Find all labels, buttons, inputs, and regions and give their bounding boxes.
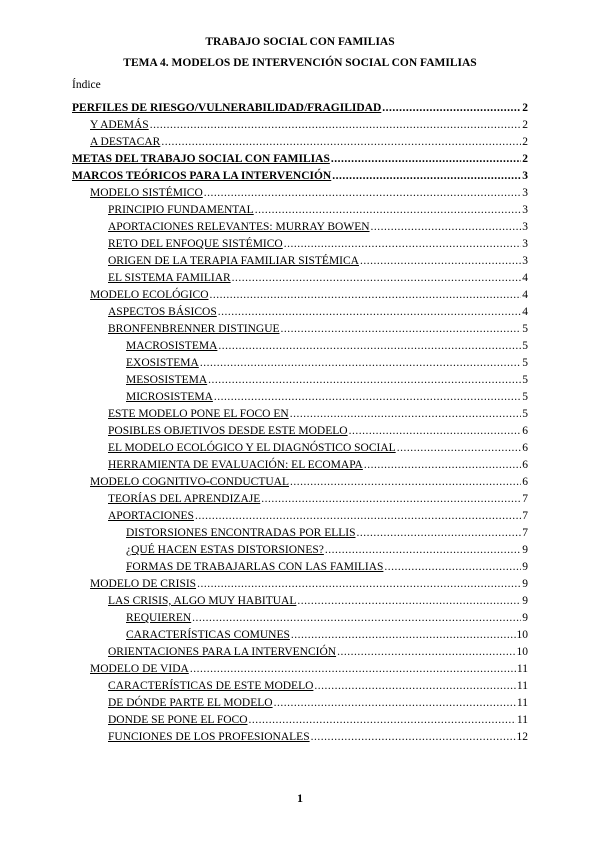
toc-entry-title[interactable]: MESOSISTEMA (126, 374, 208, 386)
toc-dot-leader (208, 372, 521, 389)
toc-dot-leader (337, 644, 515, 661)
toc-entry-page: 6 (522, 476, 528, 488)
toc-entry[interactable] (72, 559, 528, 576)
toc-entry[interactable] (72, 678, 528, 695)
toc-entry[interactable] (72, 321, 528, 338)
toc-entry-title[interactable]: MARCOS TEÓRICOS PARA LA INTERVENCIÓN (72, 170, 332, 182)
toc-entry[interactable] (72, 525, 528, 542)
toc-dot-leader (357, 525, 522, 542)
toc-entry-page: 5 (522, 408, 528, 420)
toc-dot-leader (331, 151, 521, 168)
toc-entry-page: 3 (522, 221, 528, 233)
toc-entry-title[interactable]: FUNCIONES DE LOS PROFESIONALES (108, 731, 310, 743)
toc-dot-leader (384, 559, 521, 576)
toc-dot-leader (249, 712, 516, 729)
toc-entry[interactable] (72, 508, 528, 525)
toc-dot-leader (297, 593, 521, 610)
toc-entry-title[interactable]: APORTACIONES RELEVANTES: MURRAY BOWEN (108, 221, 370, 233)
toc-entry-title[interactable]: DE DÓNDE PARTE EL MODELO (108, 697, 273, 709)
toc-entry-page: 4 (522, 306, 528, 318)
toc-entry-title[interactable]: MACROSISTEMA (126, 340, 218, 352)
toc-entry[interactable] (72, 627, 528, 644)
toc-entry[interactable] (72, 355, 528, 372)
toc-entry-title[interactable]: TEORÍAS DEL APRENDIZAJE (108, 493, 261, 505)
page-number: 1 (297, 791, 303, 805)
toc-entry-title[interactable]: A DESTACAR (90, 136, 161, 148)
toc-entry[interactable] (72, 457, 528, 474)
index-heading: Índice (72, 79, 101, 91)
toc-entry[interactable] (72, 168, 528, 185)
toc-entry[interactable] (72, 338, 528, 355)
toc-entry-page: 3 (522, 238, 528, 250)
toc-entry-page: 2 (522, 136, 528, 148)
toc-entry[interactable] (72, 644, 528, 661)
toc-entry-page: 9 (522, 561, 528, 573)
toc-entry[interactable] (72, 729, 528, 746)
toc-entry-page: 9 (522, 578, 528, 590)
toc-entry[interactable] (72, 117, 528, 134)
toc-entry-page: 9 (522, 612, 528, 624)
toc-entry-page: 5 (522, 340, 528, 352)
toc-dot-leader (218, 304, 521, 321)
table-of-contents (72, 100, 528, 746)
toc-entry-title[interactable]: MODELO ECOLÓGICO (90, 289, 209, 301)
toc-dot-leader (197, 576, 521, 593)
toc-entry[interactable] (72, 151, 528, 168)
toc-entry-title[interactable]: CARACTERÍSTICAS DE ESTE MODELO (108, 680, 314, 692)
toc-entry-title[interactable]: METAS DEL TRABAJO SOCIAL CON FAMILIAS (72, 153, 330, 165)
toc-dot-leader (204, 185, 521, 202)
toc-entry[interactable] (72, 491, 528, 508)
toc-dot-leader (290, 406, 522, 423)
toc-entry[interactable] (72, 253, 528, 270)
toc-entry-title[interactable]: POSIBLES OBJETIVOS DESDE ESTE MODELO (108, 425, 348, 437)
toc-dot-leader (190, 661, 516, 678)
toc-dot-leader (360, 253, 521, 270)
toc-entry-title[interactable]: MICROSISTEMA (126, 391, 213, 403)
toc-entry-page: 4 (522, 289, 528, 301)
toc-dot-leader (325, 542, 521, 559)
toc-entry-page: 5 (522, 357, 528, 369)
toc-entry-title[interactable]: ORIENTACIONES PARA LA INTERVENCIÓN (108, 646, 337, 658)
toc-entry-page: 11 (516, 697, 528, 709)
toc-entry-page: 6 (522, 442, 528, 454)
toc-entry-page: 3 (522, 187, 528, 199)
toc-dot-leader (255, 202, 522, 219)
toc-entry-title[interactable]: MODELO SISTÉMICO (90, 187, 203, 199)
toc-dot-leader (218, 338, 521, 355)
toc-entry-title[interactable]: BRONFENBRENNER DISTINGUE (108, 323, 280, 335)
toc-dot-leader (349, 423, 522, 440)
toc-entry-title[interactable]: MODELO COGNITIVO-CONDUCTUAL (90, 476, 289, 488)
toc-entry-page: 2 (522, 102, 528, 114)
toc-entry-title[interactable]: ORIGEN DE LA TERAPIA FAMILIAR SISTÉMICA (108, 255, 359, 267)
toc-dot-leader (150, 117, 522, 134)
toc-entry-title[interactable]: DISTORSIONES ENCONTRADAS POR ELLIS (126, 527, 356, 539)
toc-entry-page: 10 (516, 629, 528, 641)
toc-entry-title[interactable]: PERFILES DE RIESGO/VULNERABILIDAD/FRAGILIDAD (72, 102, 382, 114)
toc-dot-leader (382, 100, 521, 117)
toc-entry[interactable] (72, 593, 528, 610)
toc-entry-title[interactable]: APORTACIONES (108, 510, 194, 522)
toc-entry-page: 9 (522, 544, 528, 556)
toc-entry-title[interactable]: HERRAMIENTA DE EVALUACIÓN: EL ECOMAPA (108, 459, 363, 471)
toc-entry-page: 11 (516, 680, 528, 692)
toc-entry[interactable] (72, 236, 528, 253)
toc-entry[interactable] (72, 423, 528, 440)
toc-dot-leader (371, 219, 522, 236)
toc-entry-title[interactable]: LAS CRISIS, ALGO MUY HABITUAL (108, 595, 297, 607)
toc-entry-title[interactable]: DONDE SE PONE EL FOCO (108, 714, 248, 726)
toc-entry-title[interactable]: RETO DEL ENFOQUE SISTÉMICO (108, 238, 283, 250)
toc-entry[interactable] (72, 287, 528, 304)
toc-entry-page: 10 (516, 646, 528, 658)
toc-entry[interactable] (72, 185, 528, 202)
toc-entry[interactable] (72, 406, 528, 423)
toc-dot-leader (200, 355, 521, 372)
toc-dot-leader (397, 440, 522, 457)
toc-entry[interactable] (72, 440, 528, 457)
toc-entry-title[interactable]: MODELO DE CRISIS (90, 578, 197, 590)
toc-entry[interactable] (72, 610, 528, 627)
toc-entry-page: 11 (516, 714, 528, 726)
toc-entry-title[interactable]: ASPECTOS BÁSICOS (108, 306, 217, 318)
toc-entry-title[interactable]: FORMAS DE TRABAJARLAS CON LAS FAMILIAS (126, 561, 384, 573)
toc-entry-page: 3 (522, 170, 528, 182)
toc-entry-title[interactable]: EXOSISTEMA (126, 357, 199, 369)
toc-entry[interactable] (72, 134, 528, 151)
toc-entry-title[interactable]: ESTE MODELO PONE EL FOCO EN (108, 408, 289, 420)
toc-entry[interactable] (72, 219, 528, 236)
toc-dot-leader (261, 491, 521, 508)
toc-entry-page: 5 (522, 323, 528, 335)
toc-entry[interactable] (72, 100, 528, 117)
toc-dot-leader (332, 168, 521, 185)
toc-entry[interactable] (72, 304, 528, 321)
toc-entry[interactable] (72, 542, 528, 559)
toc-entry[interactable] (72, 695, 528, 712)
toc-entry-page: 9 (522, 595, 528, 607)
toc-entry-title[interactable]: ¿QUÉ HACEN ESTAS DISTORSIONES? (126, 544, 324, 556)
toc-dot-leader (311, 729, 516, 746)
toc-entry-page: 2 (522, 119, 528, 131)
toc-entry-page: 6 (522, 459, 528, 471)
toc-dot-leader (290, 474, 521, 491)
toc-dot-leader (214, 389, 521, 406)
toc-entry-title[interactable]: MODELO DE VIDA (90, 663, 189, 675)
toc-entry[interactable] (72, 202, 528, 219)
toc-entry-page: 2 (522, 153, 528, 165)
toc-entry[interactable] (72, 389, 528, 406)
toc-dot-leader (274, 695, 516, 712)
toc-dot-leader (364, 457, 521, 474)
toc-dot-leader (210, 287, 522, 304)
toc-dot-leader (281, 321, 522, 338)
toc-entry-page: 4 (522, 272, 528, 284)
toc-entry-page: 7 (522, 493, 528, 505)
toc-entry[interactable] (72, 576, 528, 593)
toc-entry-title[interactable]: EL MODELO ECOLÓGICO Y EL DIAGNÓSTICO SOCIAL (108, 442, 396, 454)
toc-dot-leader (284, 236, 522, 253)
toc-entry-page: 7 (522, 527, 528, 539)
toc-dot-leader (161, 134, 521, 151)
toc-dot-leader (232, 270, 522, 287)
toc-entry-title[interactable]: Y ADEMÁS (90, 119, 149, 131)
toc-dot-leader (195, 508, 521, 525)
toc-dot-leader (291, 627, 516, 644)
toc-entry-page: 3 (522, 255, 528, 267)
toc-entry-title[interactable]: CARACTERÍSTICAS COMUNES (126, 629, 290, 641)
toc-entry-page: 3 (522, 204, 528, 216)
toc-entry-page: 7 (522, 510, 528, 522)
toc-dot-leader (314, 678, 516, 695)
toc-dot-leader (192, 610, 521, 627)
toc-entry-page: 12 (516, 731, 528, 743)
toc-entry[interactable] (72, 372, 528, 389)
toc-entry-page: 6 (522, 425, 528, 437)
toc-entry[interactable] (72, 712, 528, 729)
document-subtitle: TEMA 4. MODELOS DE INTERVENCIÓN SOCIAL CON FAMILIAS (123, 57, 477, 69)
toc-entry-title[interactable]: PRINCIPIO FUNDAMENTAL (108, 204, 254, 216)
document-title: TRABAJO SOCIAL CON FAMILIAS (205, 36, 395, 48)
toc-entry-page: 5 (522, 374, 528, 386)
toc-entry[interactable] (72, 661, 528, 678)
toc-entry-title[interactable]: REQUIEREN (126, 612, 192, 624)
toc-entry-page: 5 (522, 391, 528, 403)
toc-entry[interactable] (72, 474, 528, 491)
toc-entry-page: 11 (516, 663, 528, 675)
toc-entry-title[interactable]: EL SISTEMA FAMILIAR (108, 272, 231, 284)
toc-entry[interactable] (72, 270, 528, 287)
